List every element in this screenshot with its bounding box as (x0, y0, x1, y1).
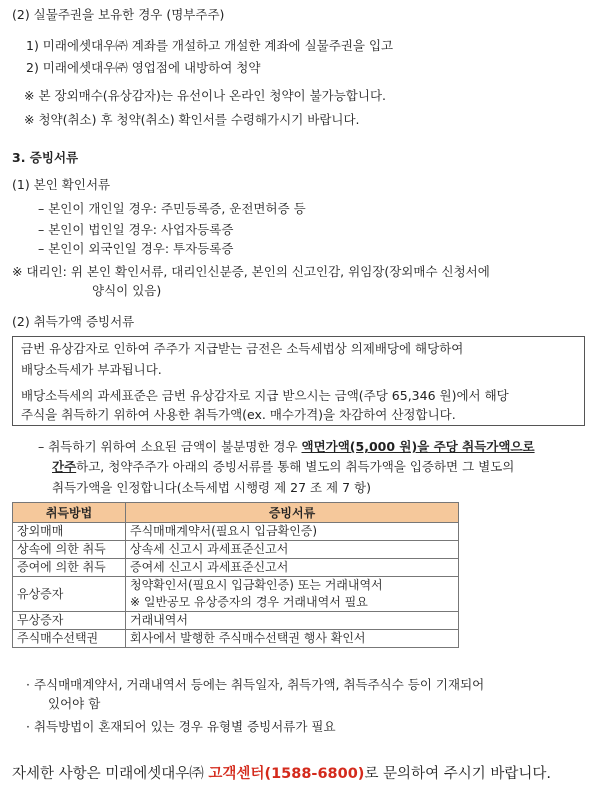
method-cell: 유상증자 (13, 577, 126, 612)
table-row (13, 612, 459, 630)
contact-footer (12, 763, 551, 785)
method-cell: 증여에 의한 취득 (13, 559, 126, 577)
footer-text: 로 문의하여 주시기 바랍니다. (364, 766, 551, 782)
docs-cell: 회사에서 발행한 주식매수선택권 행사 확인서 (126, 630, 459, 648)
notice-text: 하고, 청약주주가 아래의 증빙서류를 통해 별도의 취득가액을 입증하면 그 별도의 (76, 459, 515, 474)
notice-emphasis: 액면가액(5,000 원)을 주당 취득가액으로 (301, 439, 535, 454)
footer-text: 자세한 사항은 미래에셋대우㈜ (12, 766, 209, 782)
bullet-item: · 주식매매계약서, 거래내역서 등에는 취득일자, 취득가액, 취득주식수 등이 기재되어 (26, 677, 485, 692)
notice-line-3: 취득가액을 인정합니다(소득세법 시행령 제 27 조 제 7 항) (52, 480, 371, 495)
info-box-line: 배당소득세가 부과됩니다. (21, 362, 162, 377)
notice-line-1 (38, 438, 535, 456)
table-row (13, 541, 459, 559)
column-header-docs: 증빙서류 (126, 503, 459, 523)
table-row (13, 630, 459, 648)
table-header-row (13, 503, 459, 523)
info-box (12, 336, 585, 426)
method-cell: 무상증자 (13, 612, 126, 630)
list-item: – 본인이 개인일 경우: 주민등록증, 운전면허증 등 (38, 201, 306, 216)
proxy-note: ※ 대리인: 위 본인 확인서류, 대리인신분증, 본인의 신고인감, 위임장(장외매수 신청서에 (12, 264, 490, 279)
bullet-item: · 취득방법이 혼재되어 있는 경우 유형별 증빙서류가 필요 (26, 719, 336, 734)
bullet-item-cont: 있어야 함 (48, 696, 101, 711)
table-row (13, 523, 459, 541)
section-2-title: (2) 실물주권을 보유한 경우 (명부주주) (12, 7, 225, 22)
proxy-note-cont: 양식이 있음) (92, 283, 162, 298)
docs-cell (126, 577, 459, 612)
method-cell: 주식매수선택권 (13, 630, 126, 648)
docs-line: 청약확인서(필요시 입금확인증) 또는 거래내역서 (130, 578, 383, 592)
info-box-line: 금번 유상감자로 인하여 주주가 지급받는 금전은 소득세법상 의제배당에 해당하여 (21, 341, 464, 356)
docs-cell: 주식매매계약서(필요시 입금확인증) (126, 523, 459, 541)
list-item: 2) 미래에셋대우㈜ 영업점에 내방하여 청약 (26, 60, 261, 75)
section-3-title: 3. 증빙서류 (12, 150, 79, 165)
docs-line: ※ 일반공모 유상증자의 경우 거래내역서 필요 (130, 595, 368, 609)
column-header-method: 취득방법 (13, 503, 126, 523)
method-cell: 상속에 의한 취득 (13, 541, 126, 559)
note-line: ※ 청약(취소) 후 청약(취소) 확인서를 수령해가시기 바랍니다. (24, 112, 360, 127)
docs-cell: 거래내역서 (126, 612, 459, 630)
list-item: – 본인이 법인일 경우: 사업자등록증 (38, 222, 234, 237)
subsection-title: (1) 본인 확인서류 (12, 177, 111, 192)
evidence-table (12, 502, 459, 648)
info-box-line: 주식을 취득하기 위하여 사용한 취득가액(ex. 매수가격)을 차감하여 산정합니다. (21, 407, 456, 422)
note-line: ※ 본 장외매수(유상감자)는 유선이나 온라인 청약이 불가능합니다. (24, 88, 386, 103)
table-row (13, 559, 459, 577)
info-box-line: 배당소득세의 과세표준은 금번 유상감자로 지급 받으시는 금액(주당 65,346 원)에서 해당 (21, 388, 509, 403)
notice-line-2 (52, 458, 514, 476)
table-row (13, 577, 459, 612)
docs-cell: 증여세 신고시 과세표준신고서 (126, 559, 459, 577)
notice-text: – 취득하기 위하여 소요된 금액이 불분명한 경우 (38, 439, 302, 454)
list-item: – 본인이 외국인일 경우: 투자등록증 (38, 241, 234, 256)
notice-emphasis: 간주 (52, 459, 77, 474)
list-item: 1) 미래에셋대우㈜ 계좌를 개설하고 개설한 계좌에 실물주권을 입고 (26, 38, 394, 53)
docs-cell: 상속세 신고시 과세표준신고서 (126, 541, 459, 559)
customer-center-phone: 고객센터(1588-6800) (208, 766, 365, 782)
subsection-title: (2) 취득가액 증빙서류 (12, 314, 135, 329)
method-cell: 장외매매 (13, 523, 126, 541)
